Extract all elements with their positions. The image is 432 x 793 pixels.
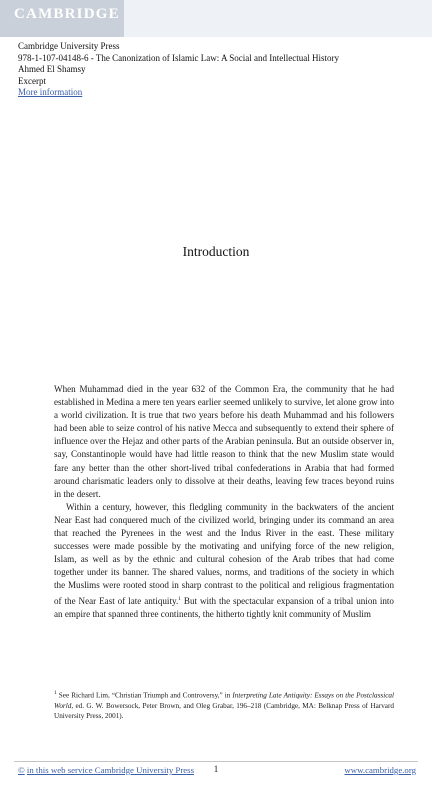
footnote — [54, 688, 394, 721]
publisher-name: Cambridge University Press — [18, 41, 120, 51]
copyright-icon: © — [18, 765, 25, 775]
paragraph-2 — [54, 501, 394, 621]
paragraph-2-text: Within a century, however, this fledgling community in the backwaters of the ancient Near East had conquered much of the civilized world, bringing under its command an area that reached the Pyrenees in the west and the Indus River in the east. These military successes were made possible by the motivating and unifying force of the new religion, Islam, as well as by the ethnic and cultural cohesion of the Arab tribes that had come together under its banner. The shared values, norms, and traditions of the society in which the Muslims were rooted stood in sharp contrast to the political and religious fragmentation of the Near East of late antiquity. — [54, 501, 394, 606]
page-footer — [18, 765, 416, 775]
logo-strip — [124, 0, 432, 37]
excerpt-label: Excerpt — [18, 75, 46, 86]
footnote-number: 1 — [54, 690, 57, 696]
more-information-link[interactable]: More information — [18, 87, 83, 97]
chapter-title: Introduction — [182, 244, 250, 259]
author-name: Ahmed El Shamsy — [18, 64, 86, 74]
footnote-text-after: , ed. G. W. Bowersock, Peter Brown, and Oleg Grabar, 196–218 (Cambridge, MA: Belknap Press of Harvard University Press, 2001). — [54, 701, 394, 720]
footer-divider — [14, 761, 418, 762]
footnote-reference[interactable]: 1 — [178, 595, 181, 602]
cambridge-logo: CAMBRIDGE — [14, 6, 120, 22]
paragraph-2-continuation: But with the spectacular expansion of a tribal union into an empire that spanned three continents, the hitherto tightly knit community of Muslim — [54, 595, 394, 619]
isbn-title: 978-1-107-04148-6 - The Canonization of Islamic Law: A Social and Intellectual History — [18, 52, 340, 63]
footnote-book-title: Interpreting Late Antiquity: Essays on the Postclassical World — [54, 691, 394, 710]
footer-website-link[interactable]: www.cambridge.org — [344, 765, 416, 775]
paragraph-1: When Muhammad died in the year 632 of the Common Era, the community that he had established in Medina a mere ten years earlier seemed unlikely to survive, let alone grow into a world civilization. It is true that two years before his death Muhammad and his followers had been able to seize control of his native Mecca and subsequently to extend their sphere of influence over the Hejaz and other parts of the Arabian peninsula. But an outside observer in, say, Constantinople would have had little reason to think that the new Muslim state would fare any better than the other short-lived tribal confederations in Arabia that had formed around charismatic leaders only to dissolve at their deaths, leaving few traces beyond ruins in the desert. — [54, 384, 394, 499]
excerpt-header — [18, 41, 418, 99]
publisher-logo-bar — [0, 0, 124, 37]
footnote-text-before: See Richard Lim, “Christian Triumph and Controversy,” in — [56, 691, 233, 700]
footer-copyright-text: in this web service Cambridge University Press — [26, 765, 195, 775]
body-text — [54, 383, 394, 621]
footer-copyright[interactable] — [18, 765, 194, 775]
page-number: 1 — [213, 764, 219, 774]
